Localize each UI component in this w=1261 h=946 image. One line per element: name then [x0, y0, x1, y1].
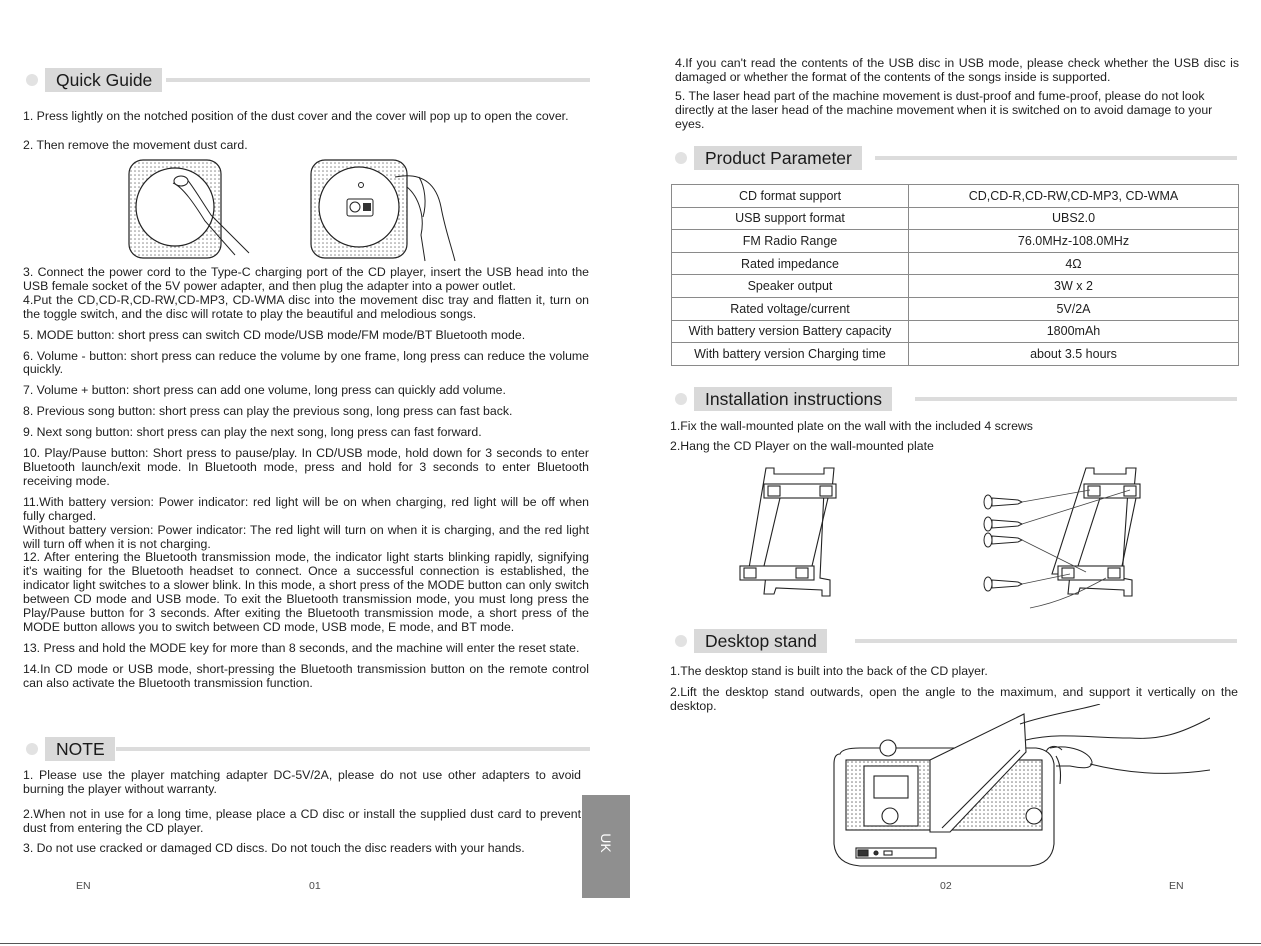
spec-value: 1800mAh [909, 320, 1239, 343]
stand-step-1: 1.The desktop stand is built into the back of the CD player. [670, 664, 988, 678]
desktop-stand-illustration [830, 704, 1210, 870]
guide-step-2: 2. Then remove the movement dust card. [23, 138, 248, 152]
right-page [630, 0, 1261, 946]
spec-key: With battery version Charging time [672, 343, 909, 366]
footer-page-number: 01 [309, 880, 321, 892]
guide-step-6: 6. Volume - button: short press can reduce the volume by one frame, long press can reduce the volume quickly. [23, 348, 589, 377]
section-title: Quick Guide [45, 68, 162, 92]
spec-key: Rated voltage/current [672, 297, 909, 320]
install-step-1: 1.Fix the wall-mounted plate on the wall with the included 4 screws [670, 419, 1033, 433]
guide-step-9: 9. Next song button: short press can play the next song, long press can fast forward. [23, 425, 482, 440]
spec-row [672, 275, 1239, 298]
spec-value: 5V/2A [909, 297, 1239, 320]
spec-value: UBS2.0 [909, 207, 1239, 230]
section-rule [166, 78, 590, 82]
spec-key: Rated impedance [672, 252, 909, 275]
section-title: Desktop stand [694, 629, 827, 653]
guide-step-5: 5. MODE button: short press can switch CD mode/USB mode/FM mode/BT Bluetooth mode. [23, 327, 526, 342]
guide-step-14: 14.In CD mode or USB mode, short-pressing the Bluetooth transmission button on the remote control can also activate the Bluetooth transmission function. [23, 661, 589, 690]
bullet-dot [675, 152, 687, 164]
section-title: Product Parameter [694, 146, 862, 170]
guide-step-7: 7. Volume + button: short press can add one volume, long press can quickly add volume. [23, 383, 506, 398]
spec-value: about 3.5 hours [909, 343, 1239, 366]
spec-key: With battery version Battery capacity [672, 320, 909, 343]
spec-row [672, 185, 1239, 208]
note-1: 1. Please use the player matching adapter DC-5V/2A, please do not use other adapters to avoid burning the player without warranty. [23, 768, 581, 796]
language-tab-label: UK [598, 833, 614, 853]
left-page [0, 0, 630, 946]
cd-open-illustration [125, 157, 465, 265]
spec-key: CD format support [672, 185, 909, 208]
spec-key: USB support format [672, 207, 909, 230]
note-4: 4.If you can't read the contents of the USB disc in USB mode, please check whether the USB disc is damaged or whether the format of the contents of the songs inside is supported. [675, 56, 1239, 84]
spec-value: 76.0MHz-108.0MHz [909, 230, 1239, 253]
spec-key: Speaker output [672, 275, 909, 298]
spec-key: FM Radio Range [672, 230, 909, 253]
guide-step-13: 13. Press and hold the MODE key for more than 8 seconds, and the machine will enter the reset state. [23, 640, 580, 655]
guide-steps [23, 266, 589, 691]
spec-row [672, 343, 1239, 366]
bottom-rule [0, 943, 1261, 944]
guide-step-1: 1. Press lightly on the notched position of the dust cover and the cover will pop up to open the cover. [23, 109, 569, 123]
bullet-dot [675, 393, 687, 405]
bullet-dot [26, 743, 38, 755]
note-5: 5. The laser head part of the machine movement is dust-proof and fume-proof, please do not look directly at the laser head of the machine movement when it is switched on to avoid damage to your eyes. [675, 89, 1213, 131]
guide-step-3: 3. Connect the power cord to the Type-C charging port of the CD player, insert the USB head into the USB female socket of the 5V power adapter, and then plug the adapter into a power outlet. [23, 265, 589, 293]
section-product-parameter [675, 146, 1237, 170]
dust-cover-figure [125, 157, 465, 265]
section-title: Installation instructions [694, 387, 892, 411]
section-installation [675, 387, 1237, 411]
section-title: NOTE [45, 737, 115, 761]
section-rule [875, 156, 1237, 160]
stand-step-2: 2.Lift the desktop stand outwards, open the angle to the maximum, and support it vertically on the desktop. [670, 685, 1238, 713]
footer-page-number: 02 [940, 880, 952, 892]
language-tab [582, 795, 630, 898]
section-rule [116, 747, 590, 751]
spec-value: CD,CD-R,CD-RW,CD-MP3, CD-WMA [909, 185, 1239, 208]
spec-value: 3W x 2 [909, 275, 1239, 298]
stand-figure [830, 704, 1210, 870]
section-rule [855, 639, 1237, 643]
guide-step-8: 8. Previous song button: short press can play the previous song, long press can fast back. [23, 404, 513, 419]
spec-value: 4Ω [909, 252, 1239, 275]
footer-lang: EN [76, 880, 91, 892]
section-rule [915, 397, 1237, 401]
guide-step-11: 11.With battery version: Power indicator: red light will be on when charging, red light will be off when fully charged. [23, 494, 589, 523]
bullet-dot [26, 74, 38, 86]
spec-row [672, 207, 1239, 230]
note-2: 2.When not in use for a long time, please place a CD disc or install the supplied dust card to prevent dust from entering the CD player. [23, 807, 581, 835]
guide-step-4: 4.Put the CD,CD-R,CD-RW,CD-MP3, CD-WMA disc into the movement disc tray and flatten it, turn on the toggle switch, and the disc will rotate to play the beautiful and melodious songs. [23, 292, 589, 321]
wall-mount-illustration [730, 462, 1150, 610]
spec-row [672, 320, 1239, 343]
spec-table [671, 184, 1239, 366]
guide-step-11b: Without battery version: Power indicator: The red light will turn on when it is charging, and the red light will turn off when it is not charging. [23, 522, 589, 551]
install-step-2: 2.Hang the CD Player on the wall-mounted plate [670, 439, 934, 453]
section-note [26, 737, 590, 761]
spec-row [672, 252, 1239, 275]
guide-step-12: 12. After entering the Bluetooth transmission mode, the indicator light starts blinking rapidly, signifying it's waiting for the Bluetooth headset to connect. Once a successful connection is established, the indicator light switches to a slower blink. In this mode, a short press of the MODE button can only switch between CD mode and USB mode. To exit the Bluetooth transmission mode, you must long press the Play/Pause button for 3 seconds. After exiting the Bluetooth transmission mode, a short press of the MODE button allows you to switch between CD mode, USB mode, E mode, and BT mode. [23, 550, 589, 634]
section-quick-guide [26, 68, 590, 92]
note-3: 3. Do not use cracked or damaged CD discs. Do not touch the disc readers with your hands. [23, 841, 525, 855]
section-desktop-stand [675, 629, 1237, 653]
spec-row [672, 230, 1239, 253]
guide-step-10: 10. Play/Pause button: Short press to pause/play. In CD/USB mode, hold down for 3 seconds to enter Bluetooth launch/exit mode. In Bluetooth mode, press and hold for 3 seconds to enter Bluetooth receiving mode. [23, 446, 589, 488]
footer-lang: EN [1169, 880, 1184, 892]
wall-plate-figure [730, 462, 1150, 610]
spec-row [672, 297, 1239, 320]
bullet-dot [675, 635, 687, 647]
